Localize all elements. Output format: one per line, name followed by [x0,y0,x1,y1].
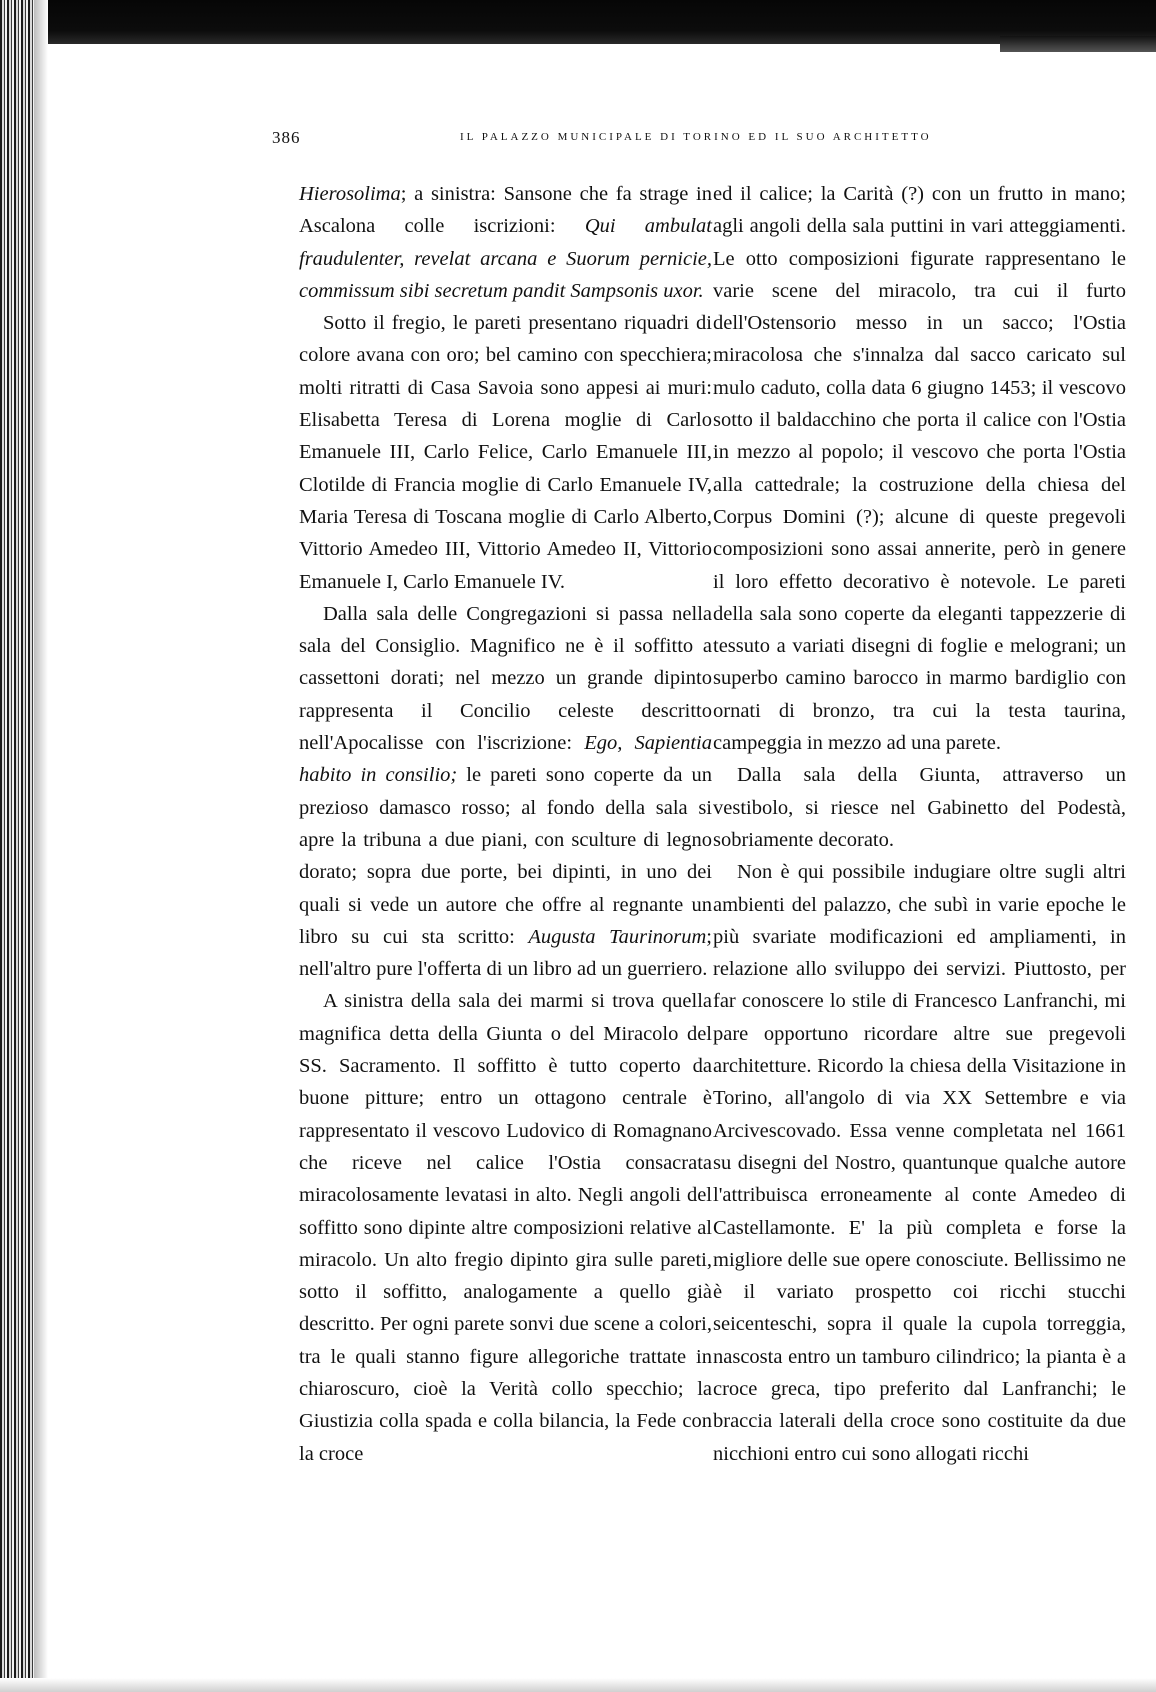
running-head [0,128,1156,152]
paragraph [299,178,712,307]
body-text: ed il calice; la Carità (?) con un frutto in mano; agli angoli della sala puttini in vari atteggiamenti. Le otto composizioni figurate rappresentano le varie scene del miracolo, tra cui il furto dell'Ostensorio messo in un sacco; l'Ostia miracolosa che s'innalza dal sacco caricato sul mulo caduto, colla data 6 giugno 1453; il vescovo sotto il baldacchino che porta il calice con l'Ostia in mezzo al popolo; il vescovo che porta l'Ostia alla cattedrale; la costruzione della chiesa del Corpus Domini (?); alcune di queste pregevoli composizioni sono assai annerite, però in genere il loro effetto decorativo è notevole. Le pareti della sala sono coperte da eleganti tappezzerie di tessuto a variati disegni di foglie e melograni; un superbo camino barocco in marmo bardiglio con ornati di bronzo, tra cui la testa taurina, campeggia in mezzo ad una parete. [713,183,1126,755]
text-column-right [713,178,1126,1470]
italic-text: Hierosolima [299,183,401,205]
paragraph [713,856,1126,1470]
body-text: Non è qui possibile indugiare oltre sugli altri ambienti del palazzo, che subì in varie epoche le più svariate modificazioni ed ampliamenti, in relazione allo sviluppo dei servizi. Piuttosto, per far conoscere lo stile di Francesco Lanfranchi, mi pare opportuno ricordare altre sue pregevoli architetture. Ricordo la chiesa della Visitazione in Torino, all'angolo di via XX Settembre e via Arcivescovado. Essa venne completata nel 1661 su disegni del Nostro, quantunque qualche autore l'attribuisca erroneamente al conte Amedeo di Castellamonte. E' la più completa e forse la migliore delle sue opere conosciute. Bellissimo ne è il variato prospetto coi ricchi stucchi seicenteschi, sopra il quale la cupola torreggia, nascosta entro un tamburo cilindrico; la pianta è a croce greca, tipo preferito dal Lanfranchi; le braccia laterali della croce sono costituite da due nicchioni entro cui sono allogati ricchi [713,861,1126,1465]
body-text: Dalla sala della Giunta, attraverso un vestibolo, si riesce nel Gabinetto del Podestà, sobriamente decorato. [713,764,1126,851]
paragraph [713,759,1126,856]
paragraph [299,307,712,598]
body-text: le pareti sono coperte da un prezioso damasco rosso; al fondo della sala si apre la tribuna a due piani, con sculture di legno dorato; sopra due porte, bei dipinti, in uno dei quali si vede un autore che offre al regnante un libro su cui sta scritto: [299,764,712,948]
scan-page-edge-shadow [34,0,48,1692]
paragraph [299,985,712,1469]
body-text: A sinistra della sala dei marmi si trova quella magnifica detta della Giunta o del Miracolo del SS. Sacramento. Il soffitto è tutto coperto da buone pitture; entro un ottagono centrale è rappresentato il vescovo Ludovico di Romagnano che riceve nel calice l'Ostia consacrata miracolosamente levatasi in alto. Negli angoli del soffitto sono dipinte altre composizioni relative al miracolo. Un alto fregio dipinto gira sulle pareti, sotto il soffitto, analogamente a quello già descritto. Per ogni parete sonvi due scene a colori, tra le quali stanno figure allegoriche trattate in chiaroscuro, cioè la Verità collo specchio; la Giustizia colla spada e colla bilancia, la Fede con la croce [299,990,712,1465]
scan-page-edges [0,0,34,1692]
paragraph [713,178,1126,759]
scan-top-band [0,0,1156,44]
body-text: Dalla sala delle Congregazioni si passa nella sala del Consiglio. Magnifico ne è il soffitto a cassettoni dorati; nel mezzo un grande dipinto rappresenta il Concilio celeste descritto nell'Apocalisse con l'iscrizione: [299,602,712,755]
italic-text: Ego, Sapientia habito in consilio; [299,732,712,787]
body-text: ; a sinistra: Sansone che fa strage in Ascalona colle iscrizioni: [299,183,712,238]
paragraph [299,598,712,986]
body-text: ; nell'altro pure l'offerta di un libro ad un guerriero. [299,925,712,981]
scan-top-band-edge [1000,36,1156,52]
italic-text: Augusta Taurinorum [528,925,707,948]
scan-bottom-shadow [0,1678,1156,1692]
text-column-left [299,178,712,1470]
page-number: 386 [272,128,301,147]
body-text: Sotto il fregio, le pareti presentano riquadri di colore avana con oro; bel camino con specchiera; molti ritratti di Casa Savoia sono appesi ai muri: Elisabetta Teresa di Lorena moglie di Carlo Emanuele III, Carlo Felice, Carlo Emanuele III, Clotilde di Francia moglie di Carlo Emanuele IV, Maria Teresa di Toscana moglie di Carlo Alberto, Vittorio Amedeo III, Vittorio Amedeo II, Vittorio Emanuele I, Carlo Emanuele IV. [299,312,712,593]
running-title: IL PALAZZO MUNICIPALE DI TORINO ED IL SUO ARCHITETTO [460,131,932,143]
italic-text: Qui ambulat fraudulenter, revelat arcana e Suorum pernicie, commissum sibi secretum pandit Sampsonis uxor. [299,215,712,302]
